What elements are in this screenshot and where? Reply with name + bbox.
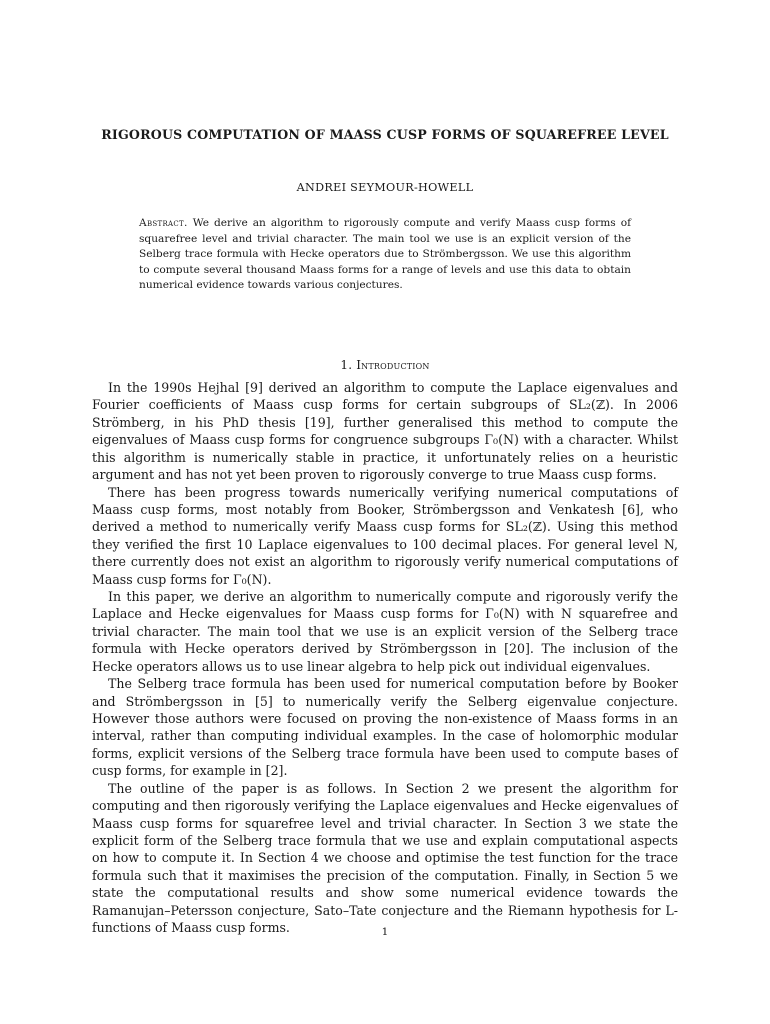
section-number: 1.: [340, 358, 353, 372]
paper-title: RIGOROUS COMPUTATION OF MAASS CUSP FORMS OF SQUAREFREE LEVEL: [101, 127, 669, 142]
body-paragraph: The Selberg trace formula has been used for numerical computation before by Booker and Strömbergsson in [5] to numerically verify the Selberg eigenvalue conjecture. However those authors were focused on proving the non-existence of Maass forms in an interval, rather than computing individual examples. In the case of holomorphic modular forms, explicit versions of the Selberg trace formula have been used to compute bases of cusp forms, for example in [2].: [92, 676, 678, 779]
abstract-text: We derive an algorithm to rigorously compute and verify Maass cusp forms of squarefree level and trivial character. The main tool we use is an explicit version of the Selberg trace formula with Hecke operators due to Strömbergsson. We use this algorithm to compute several thousand Maass forms for a range of levels and use this data to obtain numerical evidence towards various conjectures.: [139, 217, 631, 292]
body-paragraph: There has been progress towards numerically verifying numerical computations of Maass cusp forms, most notably from Booker, Strömbergsson and Venkatesh [6], who derived a method to numerically verify Maass cusp forms for SL₂(ℤ). Using this method they verified the first 10 Laplace eigenvalues to 100 decimal places. For general level N, there currently does not exist an algorithm to rigorously verify numerical computations of Maass cusp forms for Γ₀(N).: [92, 484, 678, 587]
body-paragraph: In the 1990s Hejhal [9] derived an algorithm to compute the Laplace eigenvalues and Fourier coefficients of Maass cusp forms for certain subgroups of SL₂(ℤ). In 2006 Strömberg, in his PhD thesis [19], further generalised this method to compute the eigenvalues of Maass cusp forms for congruence subgroups Γ₀(N) with a character. Whilst this algorithm is numerically stable in practice, it unfortunately relies on a heuristic argument and has not yet been proven to rigorously converge to true Maass cusp forms.: [92, 380, 678, 483]
introduction-body: [92, 379, 678, 937]
abstract-label: Abstract.: [139, 217, 188, 229]
abstract: [139, 216, 631, 294]
section-title: Introduction: [356, 358, 430, 372]
body-paragraph: In this paper, we derive an algorithm to numerically compute and rigorously verify the Laplace and Hecke eigenvalues for Maass cusp forms for Γ₀(N) with N squarefree and trivial character. The main tool that we use is an explicit version of the Selberg trace formula with Hecke operators derived by Strömbergsson in [20]. The inclusion of the Hecke operators allows us to use linear algebra to help pick out individual eigenvalues.: [92, 589, 678, 674]
paper-author: ANDREI SEYMOUR-HOWELL: [296, 181, 474, 194]
page-number: 1: [381, 926, 389, 938]
section-heading: [92, 358, 678, 372]
body-paragraph: The outline of the paper is as follows. In Section 2 we present the algorithm for computing and then rigorously verifying the Laplace eigenvalues and Hecke eigenvalues of Maass cusp forms for squarefree level and trivial character. In Section 3 we state the explicit form of the Selberg trace formula that we use and explain computational aspects on how to compute it. In Section 4 we choose and optimise the test function for the trace formula such that it maximises the precision of the computation. Finally, in Section 5 we state the computational results and show some numerical evidence towards the Ramanujan–Petersson conjecture, Sato–Tate conjecture and the Riemann hypothesis for L-functions of Maass cusp forms.: [92, 780, 678, 936]
